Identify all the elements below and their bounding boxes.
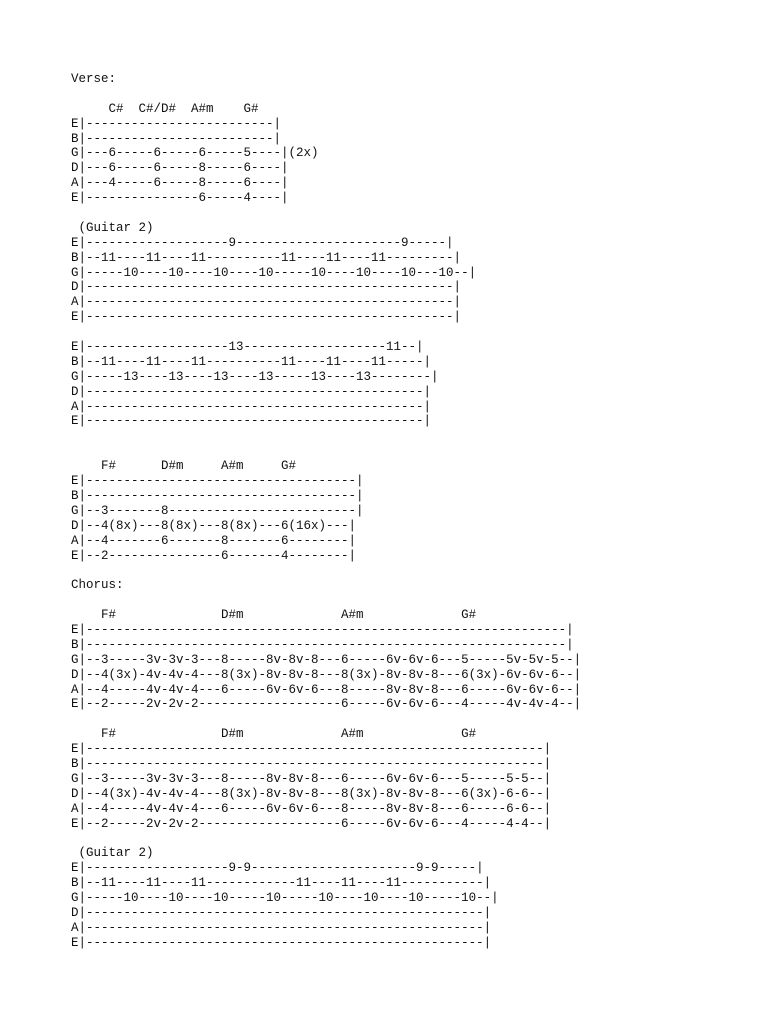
tab-string-line: E|-------------------9-9----------------------9-9-----| [71,861,484,876]
tab-string-line: E|-------------------13-------------------11--| [71,340,424,355]
blank-line [71,87,581,102]
tab-string-line: D|---------------------------------------------| [71,384,432,399]
tab-string-line: B|--11----11----11----------11----11----11---------| [71,250,462,265]
blank-line [71,429,581,444]
tab-string-line: A|---------------------------------------------| [71,399,432,414]
tab-string-line: G|--3-------8-------------------------| [71,503,364,518]
chord-names: F# D#m A#m G# [71,727,477,742]
tab-string-line: E|--2-----2v-2v-2-------------------6-----6v-6v-6---4-----4-4--| [71,816,552,831]
tab-string-line: A|--4-----4v-4v-4---6-----6v-6v-6---8-----8v-8v-8---6-----6v-6v-6--| [71,682,582,697]
chord-names: F# D#m A#m G# [71,608,477,623]
tab-string-line: E|------------------------------------| [71,474,364,489]
tab-string-line: G|-----10----10----10-----10-----10----10----10-----10--| [71,890,499,905]
blank-line [71,563,581,578]
blank-line [71,325,581,340]
tab-string-line: B|----------------------------------------------------------------| [71,637,574,652]
tab-string-line: A|-------------------------------------------------| [71,295,462,310]
chord-names: F# D#m A#m G# [71,459,297,474]
part-label-guitar-2: (Guitar 2) [71,846,154,861]
chord-names: C# C#/D# A#m G# [71,101,259,116]
guitar-tab-document [71,72,581,951]
tab-string-line: D|--4(3x)-4v-4v-4---8(3x)-8v-8v-8---8(3x)-8v-8v-8---6(3x)-6v-6v-6--| [71,667,582,682]
tab-string-line: B|-------------------------| [71,131,282,146]
tab-string-line: D|-------------------------------------------------| [71,280,462,295]
tab-string-line: E|-------------------------------------------------------------| [71,742,552,757]
blank-line [71,206,581,221]
tab-string-line: B|-------------------------------------------------------------| [71,756,552,771]
tab-string-line: E|-------------------------| [71,116,282,131]
tab-string-line: E|--2---------------6-------4--------| [71,548,357,563]
tab-string-line: E|---------------6-----4----| [71,191,289,206]
tab-string-line: D|--4(3x)-4v-4v-4---8(3x)-8v-8v-8---8(3x)-8v-8v-8---6(3x)-6-6--| [71,786,552,801]
blank-line [71,712,581,727]
section-label-verse: Verse: [71,72,117,86]
blank-line [71,444,581,459]
tab-string-line: E|----------------------------------------------------------------| [71,622,574,637]
tab-string-line: A|--4-----4v-4v-4---6-----6v-6v-6---8-----8v-8v-8---6-----6-6--| [71,801,552,816]
tab-string-line: B|--11----11----11----------11----11----11-----| [71,354,432,369]
tab-string-line: E|-----------------------------------------------------| [71,935,492,950]
tab-string-line: A|--4-------6-------8-------6--------| [71,533,357,548]
tab-string-line: E|---------------------------------------------| [71,414,432,429]
tab-string-line: E|-------------------9----------------------9-----| [71,235,454,250]
tab-string-line: G|--3-----3v-3v-3---8-----8v-8v-8---6-----6v-6v-6---5-----5-5--| [71,771,552,786]
tab-string-line: A|-----------------------------------------------------| [71,920,492,935]
tab-string-line: A|---4-----6-----8-----6----| [71,176,289,191]
tab-string-line: G|-----13----13----13----13-----13----13--------| [71,369,439,384]
tab-string-line: G|--3-----3v-3v-3---8-----8v-8v-8---6-----6v-6v-6---5-----5v-5v-5--| [71,652,582,667]
section-label-chorus: Chorus: [71,578,124,593]
tab-string-line: E|-------------------------------------------------| [71,310,462,325]
tab-string-line: D|---6-----6-----8-----6----| [71,161,289,176]
tab-string-line: D|--4(8x)---8(8x)---8(8x)---6(16x)---| [71,518,357,533]
tab-string-line: E|--2-----2v-2v-2-------------------6-----6v-6v-6---4-----4v-4v-4--| [71,697,582,712]
tab-string-line: B|--11----11----11------------11----11----11-----------| [71,876,492,891]
blank-line [71,831,581,846]
tab-string-line: D|-----------------------------------------------------| [71,905,492,920]
tab-string-line: G|-----10----10----10----10-----10----10----10---10--| [71,265,477,280]
tab-string-line: B|------------------------------------| [71,488,364,503]
blank-line [71,593,581,608]
part-label-guitar-2: (Guitar 2) [71,220,154,235]
tab-string-line: G|---6-----6-----6-----5----|(2x) [71,146,319,161]
